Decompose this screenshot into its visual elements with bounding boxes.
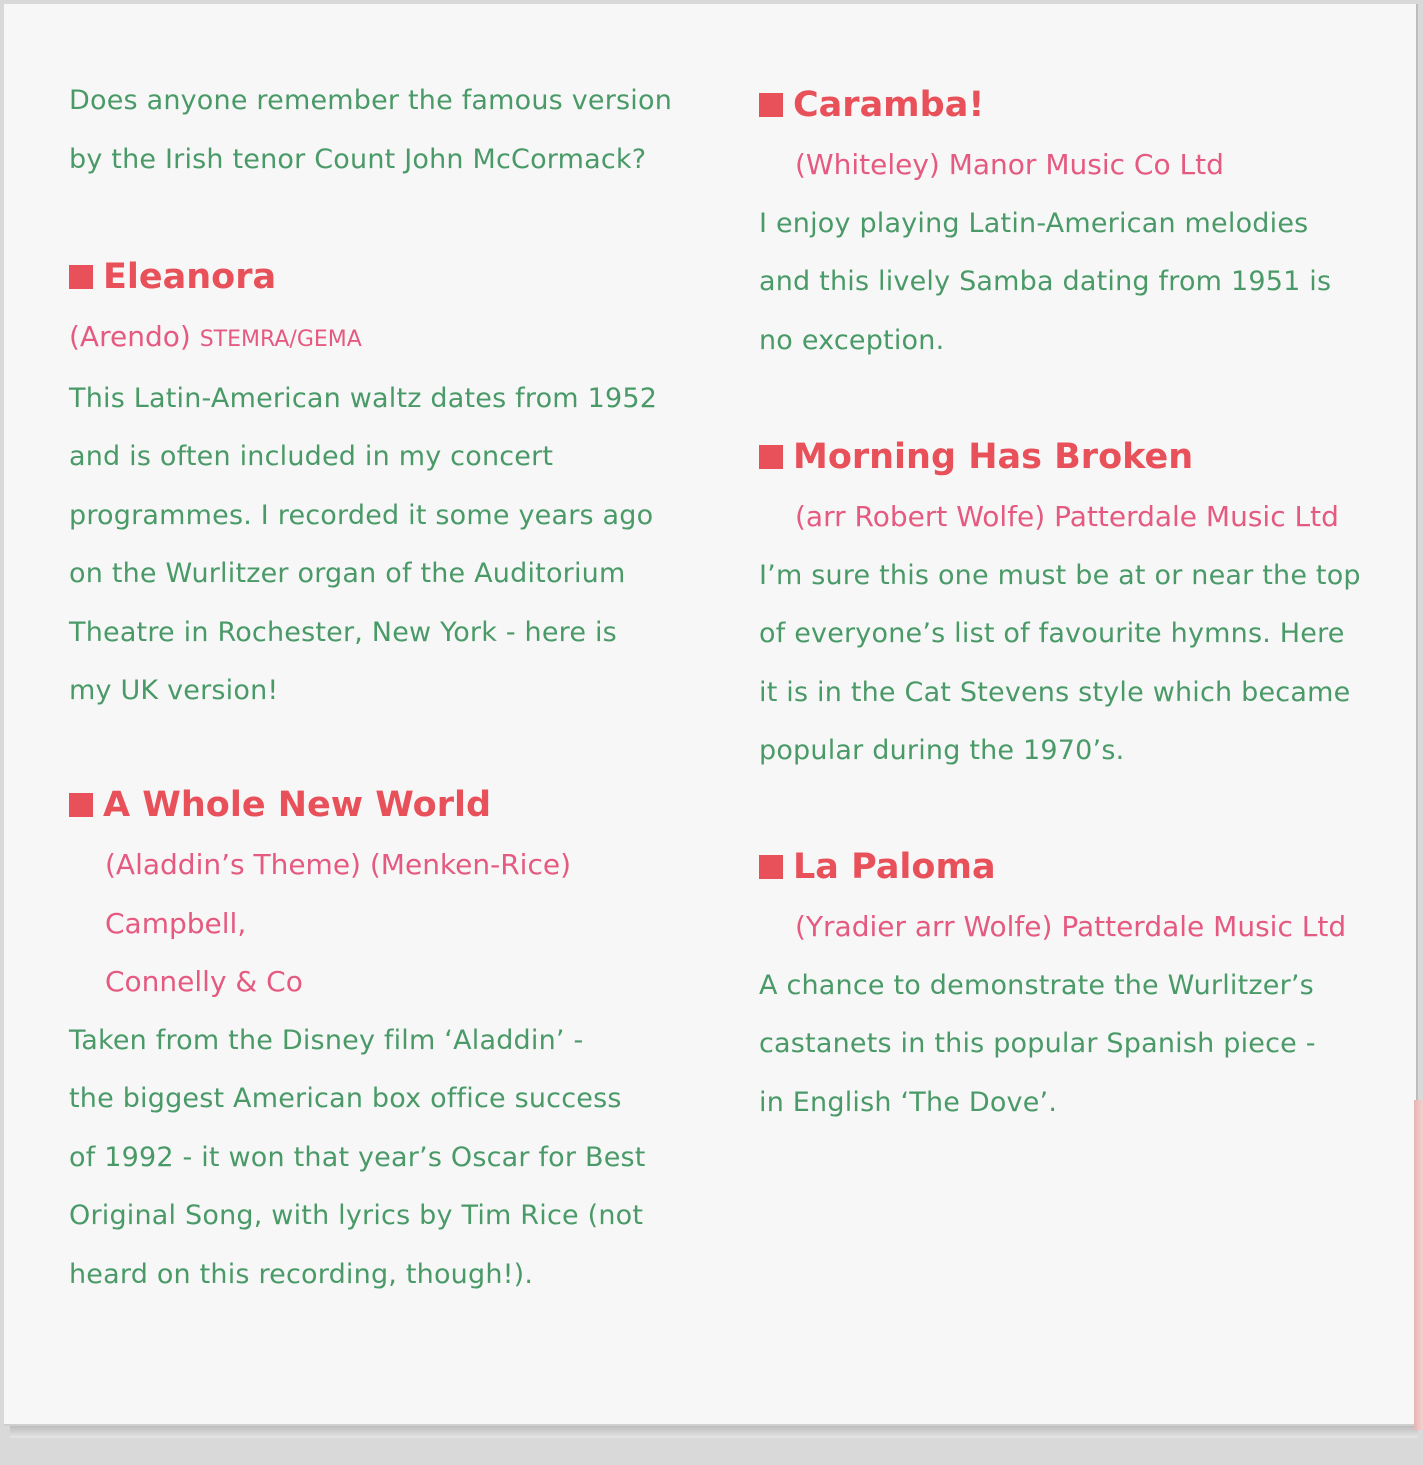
morning-has-broken-section bbox=[759, 432, 1399, 781]
la-paloma-section bbox=[759, 842, 1399, 1132]
caramba-line: no exception. bbox=[759, 324, 945, 356]
whole-new-world-credit-line: (Aladdin’s Theme) (Menken-Rice) Campbell, bbox=[105, 848, 572, 940]
whole-new-world-title bbox=[69, 780, 719, 830]
la-paloma-title bbox=[759, 842, 1399, 892]
la-paloma-line: A chance to demonstrate the Wurlitzer’s bbox=[759, 969, 1314, 1001]
whole-new-world-section bbox=[69, 780, 719, 1304]
caramba-credit: (Whiteley) Manor Music Co Ltd bbox=[795, 148, 1224, 181]
bullet-square-icon bbox=[69, 793, 93, 817]
caramba-section bbox=[759, 80, 1399, 370]
bullet-square-icon bbox=[759, 93, 783, 117]
intro-line: Does anyone remember the famous version bbox=[69, 85, 673, 116]
eleanora-credit-small: STEMRA/GEMA bbox=[199, 327, 362, 352]
bullet-square-icon bbox=[759, 855, 783, 879]
booklet-page bbox=[4, 4, 1418, 1424]
eleanora-line: and is often included in my concert bbox=[69, 441, 554, 472]
eleanora-section bbox=[69, 252, 719, 721]
bullet-square-icon bbox=[759, 445, 783, 469]
eleanora-line: my UK version! bbox=[69, 675, 279, 706]
la-paloma-title-text: La Paloma bbox=[793, 847, 996, 887]
caramba-title-text: Caramba! bbox=[793, 85, 985, 125]
caramba-line: I enjoy playing Latin-American melodies bbox=[759, 207, 1309, 239]
caramba-title bbox=[759, 80, 1399, 130]
whole-new-world-line: heard on this recording, though!). bbox=[69, 1258, 534, 1290]
la-paloma-line: in English ‘The Dove’. bbox=[759, 1086, 1058, 1118]
whole-new-world-line: of 1992 - it won that year’s Oscar for Best bbox=[69, 1141, 646, 1173]
eleanora-title-text: Eleanora bbox=[103, 257, 277, 297]
whole-new-world-line: the biggest American box office success bbox=[69, 1083, 622, 1114]
eleanora-line: programmes. I recorded it some years ago bbox=[69, 499, 654, 531]
bullet-square-icon bbox=[69, 265, 93, 289]
morning-has-broken-credit: (arr Robert Wolfe) Patterdale Music Ltd bbox=[795, 500, 1339, 533]
whole-new-world-line: Taken from the Disney film ‘Aladdin’ - bbox=[69, 1024, 584, 1056]
caramba-line: and this lively Samba dating from 1951 is bbox=[759, 266, 1332, 297]
page-edge-strip bbox=[1414, 1100, 1423, 1430]
morning-has-broken-line: popular during the 1970’s. bbox=[759, 735, 1125, 766]
eleanora-title bbox=[69, 252, 719, 302]
morning-has-broken-line: it is in the Cat Stevens style which became bbox=[759, 676, 1351, 708]
eleanora-line: Theatre in Rochester, New York - here is bbox=[69, 616, 617, 648]
intro-paragraph bbox=[69, 72, 719, 189]
morning-has-broken-title bbox=[759, 432, 1399, 482]
page-edge-shadow bbox=[10, 1426, 1418, 1438]
whole-new-world-credit bbox=[69, 836, 719, 1012]
morning-has-broken-title-text: Morning Has Broken bbox=[793, 437, 1194, 477]
intro-line: by the Irish tenor Count John McCormack? bbox=[69, 143, 647, 175]
morning-has-broken-line: I’m sure this one must be at or near the top bbox=[759, 559, 1361, 591]
eleanora-line: on the Wurlitzer organ of the Auditorium bbox=[69, 558, 626, 589]
eleanora-line: This Latin-American waltz dates from 1952 bbox=[69, 382, 658, 414]
whole-new-world-line: Original Song, with lyrics by Tim Rice (not bbox=[69, 1200, 644, 1231]
whole-new-world-credit-line: Connelly & Co bbox=[105, 965, 303, 998]
morning-has-broken-line: of everyone’s list of favourite hymns. Here bbox=[759, 618, 1345, 649]
whole-new-world-title-text: A Whole New World bbox=[103, 785, 492, 825]
eleanora-credit bbox=[69, 308, 719, 370]
la-paloma-credit: (Yradier arr Wolfe) Patterdale Music Ltd bbox=[795, 910, 1347, 943]
eleanora-credit-main: (Arendo) bbox=[69, 320, 200, 353]
la-paloma-line: castanets in this popular Spanish piece - bbox=[759, 1028, 1316, 1059]
